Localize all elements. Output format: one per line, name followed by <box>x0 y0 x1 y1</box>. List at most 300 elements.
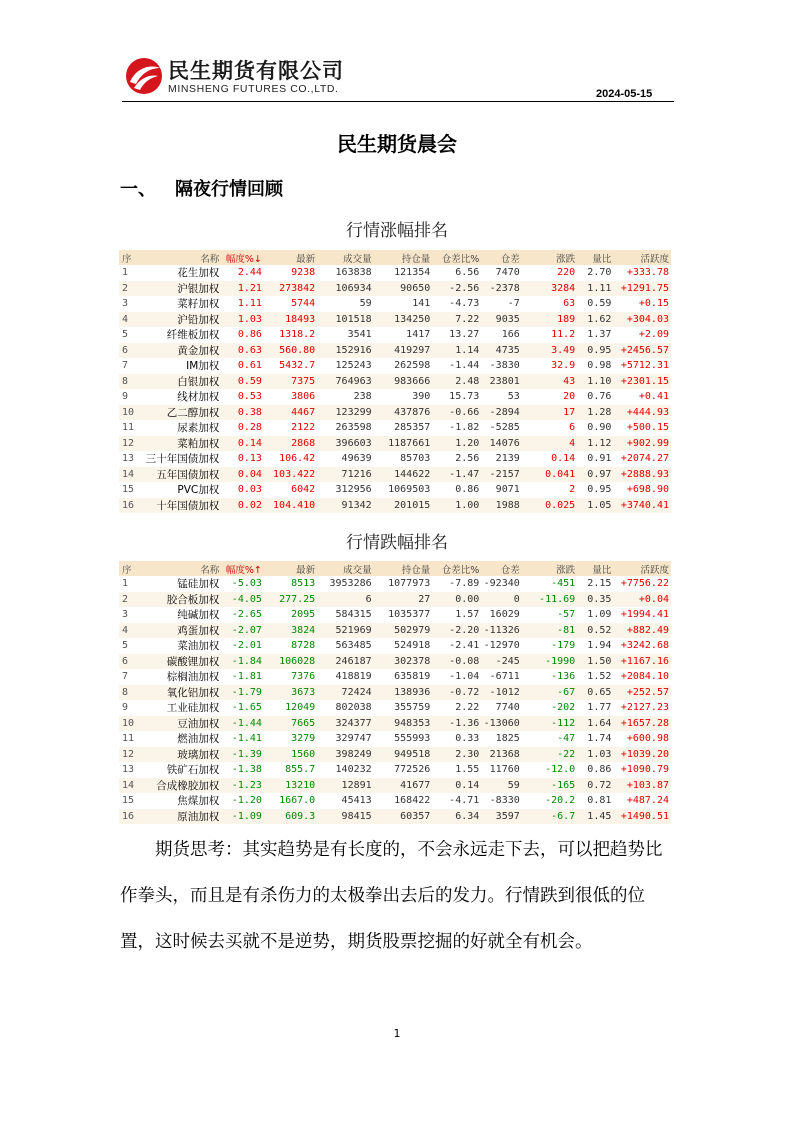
table-cell: -11326 <box>481 623 521 639</box>
table-cell: 3284 <box>522 281 577 297</box>
table-cell: 1.37 <box>587 329 612 341</box>
table-cell: 13210 <box>264 778 317 794</box>
table-cell: 1.12 <box>577 436 613 452</box>
table-cell: 1.10 <box>577 374 613 390</box>
gainers-table-title: 行情涨幅排名 <box>346 221 448 241</box>
table-cell: 7 <box>122 360 129 372</box>
table-cell: -1.84 <box>221 654 264 670</box>
table-row[interactable] <box>119 638 671 654</box>
table-cell: -451 <box>551 578 576 590</box>
section-title: 隔夜行情回顾 <box>175 179 283 200</box>
column-header[interactable]: 幅度%↓ <box>221 250 264 265</box>
table-cell: +3740.41 <box>613 498 671 514</box>
table-cell: 1.14 <box>432 343 481 359</box>
table-cell: 555993 <box>394 733 431 745</box>
table-row[interactable] <box>119 358 671 374</box>
table-cell: 1318.2 <box>279 329 316 341</box>
table-cell: +444.93 <box>613 405 671 421</box>
table-cell: 140232 <box>335 764 372 776</box>
table-cell: 0.33 <box>455 733 480 745</box>
table-cell: 1.21 <box>221 281 264 297</box>
table-cell: 398249 <box>317 747 373 763</box>
table-row[interactable] <box>119 607 671 623</box>
column-header[interactable]: 最新 <box>264 250 317 265</box>
table-cell: -7.89 <box>449 578 480 590</box>
table-cell: -1.81 <box>231 671 262 683</box>
page-number: 1 <box>393 1027 401 1040</box>
contract-name: 三十年国债加权 <box>145 453 220 466</box>
table-cell: 12 <box>119 747 142 763</box>
table-cell: +304.03 <box>613 312 671 328</box>
table-row[interactable] <box>119 389 671 405</box>
table-row[interactable] <box>119 700 671 716</box>
table-cell: 1.11 <box>237 298 262 310</box>
table-row[interactable] <box>119 498 671 514</box>
table-cell: -3830 <box>489 360 520 372</box>
table-cell: 5432.7 <box>279 360 316 372</box>
table-cell: +3242.68 <box>620 640 669 652</box>
table-cell: 0.65 <box>577 685 613 701</box>
column-header[interactable]: 活跃度 <box>613 250 671 265</box>
table-cell: 1.64 <box>577 716 613 732</box>
table-cell: 5744 <box>291 298 316 310</box>
table-cell: +600.98 <box>626 733 669 745</box>
table-cell: 1.62 <box>577 312 613 328</box>
table-cell: 1.52 <box>587 671 612 683</box>
column-header[interactable]: 名称 <box>142 250 221 265</box>
table-row[interactable] <box>119 265 671 281</box>
minsheng-logo-icon <box>124 56 164 96</box>
company-logo <box>124 54 364 100</box>
table-cell: 10 <box>119 405 142 421</box>
table-cell: 521969 <box>317 623 373 639</box>
table-cell: 1187661 <box>374 436 433 452</box>
table-cell: 166 <box>501 329 520 341</box>
table-cell: 263598 <box>335 422 372 434</box>
table-cell: -2.65 <box>231 609 262 621</box>
column-header[interactable]: 涨跌 <box>522 561 577 576</box>
column-header[interactable]: 成交量 <box>317 250 373 265</box>
table-cell: 0.86 <box>237 329 262 341</box>
table-header-row <box>119 561 671 576</box>
table-cell: 4 <box>522 436 577 452</box>
table-cell: 1.74 <box>587 733 612 745</box>
table-cell: 2095 <box>291 609 316 621</box>
table-cell: -5285 <box>489 422 520 434</box>
table-cell: 15 <box>122 795 135 807</box>
table-cell: 7470 <box>495 267 520 279</box>
table-cell: 0.14 <box>432 778 481 794</box>
table-cell: 1 <box>122 578 129 590</box>
table-cell: 7375 <box>264 374 317 390</box>
table-cell: -1.82 <box>449 422 480 434</box>
table-cell: 32.9 <box>551 360 576 372</box>
page-title: 民生期货晨会 <box>337 132 457 156</box>
table-cell: -7 <box>507 298 520 310</box>
table-cell: -0.66 <box>432 405 481 421</box>
table-cell: 2 <box>119 592 142 608</box>
table-cell: 13 <box>122 453 135 465</box>
table-cell: 3541 <box>347 329 372 341</box>
contract-name: 尿素加权 <box>177 422 220 435</box>
table-cell: 2122 <box>291 422 316 434</box>
table-cell: 41677 <box>374 778 433 794</box>
contract-name: IM加权 <box>186 360 220 373</box>
table-cell: 15 <box>122 484 135 496</box>
table-cell: -2.20 <box>432 623 481 639</box>
contract-name: 乙二醇加权 <box>142 405 221 421</box>
table-cell: +0.04 <box>613 592 671 608</box>
table-cell: 1077973 <box>388 578 431 590</box>
table-cell: 0.61 <box>237 360 262 372</box>
table-row[interactable] <box>119 405 671 421</box>
contract-name: 黄金加权 <box>142 343 221 359</box>
table-cell: 2868 <box>264 436 317 452</box>
table-row[interactable] <box>119 467 671 483</box>
section-heading <box>120 175 283 201</box>
contract-name: 燃油加权 <box>177 733 220 746</box>
table-cell: 16029 <box>489 609 520 621</box>
table-cell: 101518 <box>317 312 373 328</box>
contract-name: 豆油加权 <box>142 716 221 732</box>
table-cell: 0.025 <box>522 498 577 514</box>
column-header[interactable]: 最新 <box>264 561 317 576</box>
table-cell: -202 <box>551 702 576 714</box>
table-cell: -136 <box>551 671 576 683</box>
table-cell: -1.36 <box>432 716 481 732</box>
table-cell: +902.99 <box>613 436 671 452</box>
table-cell: 121354 <box>394 267 431 279</box>
table-row[interactable] <box>119 296 671 312</box>
table-cell: 14 <box>119 778 142 794</box>
table-cell: 8728 <box>291 640 316 652</box>
table-cell: +103.87 <box>613 778 671 794</box>
report-date: 2024-05-15 <box>596 88 653 100</box>
table-cell: 524918 <box>394 640 431 652</box>
table-cell: 1.20 <box>432 436 481 452</box>
section-number: 一、 <box>120 179 156 200</box>
table-cell: 2 <box>119 281 142 297</box>
table-cell: 983666 <box>374 374 433 390</box>
table-cell: 6 <box>317 592 373 608</box>
column-header[interactable]: 成交量 <box>317 561 373 576</box>
table-cell: 60357 <box>374 809 433 825</box>
table-cell: -1.65 <box>231 702 262 714</box>
table-cell: 125243 <box>335 360 372 372</box>
contract-name: 鸡蛋加权 <box>142 623 221 639</box>
table-cell: 2139 <box>495 453 520 465</box>
gainers-table <box>119 250 671 513</box>
table-cell: -92340 <box>483 578 520 590</box>
column-header[interactable]: 仓差 <box>481 561 521 576</box>
table-cell: 5 <box>122 640 129 652</box>
table-cell: -47 <box>557 733 576 745</box>
table-cell: -11.69 <box>522 592 577 608</box>
table-cell: +0.41 <box>638 391 669 403</box>
table-cell: 6 <box>119 654 142 670</box>
table-cell: +1167.16 <box>613 654 671 670</box>
table-cell: 14076 <box>481 436 521 452</box>
table-cell: 16 <box>119 498 142 514</box>
table-cell: 4 <box>119 623 142 639</box>
table-cell: 560.80 <box>264 343 317 359</box>
column-header[interactable]: 名称 <box>142 561 221 576</box>
table-cell: 0.14 <box>221 436 264 452</box>
table-cell: +0.15 <box>638 298 669 310</box>
table-cell: 18493 <box>264 312 317 328</box>
table-cell: 2.48 <box>432 374 481 390</box>
table-cell: 16 <box>119 809 142 825</box>
company-name-en: MINSHENG FUTURES CO.,LTD. <box>168 83 339 95</box>
table-cell: 6.34 <box>432 809 481 825</box>
table-cell: -1.41 <box>231 733 262 745</box>
table-cell: 0.13 <box>237 453 262 465</box>
column-header[interactable]: 仓差比% <box>432 250 481 265</box>
table-row[interactable] <box>119 654 671 670</box>
table-cell: 0.91 <box>587 453 612 465</box>
table-cell: 23801 <box>481 374 521 390</box>
table-row[interactable] <box>119 793 671 809</box>
table-cell: 502979 <box>374 623 433 639</box>
table-row[interactable] <box>119 731 671 747</box>
table-row[interactable] <box>119 623 671 639</box>
table-cell: -2.01 <box>231 640 262 652</box>
table-cell: 1069503 <box>388 484 431 496</box>
table-cell: 85703 <box>400 453 431 465</box>
table-cell: 437876 <box>374 405 433 421</box>
table-cell: -165 <box>522 778 577 794</box>
header-divider <box>122 101 674 102</box>
table-cell: -1.04 <box>449 671 480 683</box>
table-cell: -1.44 <box>221 716 264 732</box>
contract-name: 纯碱加权 <box>177 609 220 622</box>
table-cell: 12 <box>119 436 142 452</box>
column-header[interactable]: 涨跌 <box>522 250 577 265</box>
table-cell: 0.14 <box>551 453 576 465</box>
contract-name: 碳酸锂加权 <box>142 654 221 670</box>
table-cell: 948353 <box>374 716 433 732</box>
column-header[interactable]: 量比 <box>577 250 613 265</box>
table-cell: 49639 <box>341 453 372 465</box>
table-cell: -0.08 <box>432 654 481 670</box>
table-cell: 0.041 <box>522 467 577 483</box>
table-cell: 163838 <box>335 267 372 279</box>
table-cell: 0.95 <box>577 343 613 359</box>
column-header[interactable]: 持仓量 <box>374 250 433 265</box>
table-cell: -2894 <box>481 405 521 421</box>
table-cell: -1.20 <box>231 795 262 807</box>
table-cell: 13.27 <box>449 329 480 341</box>
table-row[interactable] <box>119 281 671 297</box>
table-cell: -2378 <box>481 281 521 297</box>
table-cell: 201015 <box>374 498 433 514</box>
table-cell: +1090.79 <box>620 764 669 776</box>
table-row[interactable] <box>119 343 671 359</box>
table-cell: 1035377 <box>388 609 431 621</box>
table-cell: 141 <box>412 298 431 310</box>
table-cell: 1.28 <box>577 405 613 421</box>
table-cell: 106.42 <box>279 453 316 465</box>
table-cell: 355759 <box>394 702 431 714</box>
table-cell: 0.59 <box>221 374 264 390</box>
table-cell: 396603 <box>317 436 373 452</box>
table-cell: 5 <box>122 329 129 341</box>
table-cell: -13060 <box>481 716 521 732</box>
contract-name: 纤维板加权 <box>166 329 220 342</box>
table-row[interactable] <box>119 685 671 701</box>
table-cell: 764963 <box>317 374 373 390</box>
table-cell: 2.44 <box>237 267 262 279</box>
table-cell: 1.09 <box>587 609 612 621</box>
column-header[interactable]: 序 <box>119 250 142 265</box>
table-cell: 1988 <box>481 498 521 514</box>
table-cell: -8330 <box>489 795 520 807</box>
table-cell: 53 <box>507 391 520 403</box>
table-cell: +487.24 <box>626 795 669 807</box>
table-row[interactable] <box>119 312 671 328</box>
table-cell: 0.00 <box>432 592 481 608</box>
table-cell: 59 <box>481 778 521 794</box>
table-cell: 802038 <box>335 702 372 714</box>
table-cell: 90650 <box>374 281 433 297</box>
table-cell: 0.03 <box>237 484 262 496</box>
table-cell: +2301.15 <box>613 374 671 390</box>
table-cell: 0.76 <box>587 391 612 403</box>
table-cell: 6042 <box>291 484 316 496</box>
table-cell: 0.97 <box>577 467 613 483</box>
table-cell: 4467 <box>264 405 317 421</box>
table-cell: 3806 <box>291 391 316 403</box>
table-cell: 72424 <box>317 685 373 701</box>
table-cell: 1560 <box>264 747 317 763</box>
column-header[interactable]: 幅度%↑ <box>221 561 264 576</box>
table-row[interactable] <box>119 716 671 732</box>
table-cell: -179 <box>551 640 576 652</box>
table-cell: +1657.28 <box>613 716 671 732</box>
table-cell: -1012 <box>481 685 521 701</box>
table-cell: 7.22 <box>432 312 481 328</box>
contract-name: 菜油加权 <box>177 640 220 653</box>
table-cell: 98415 <box>317 809 373 825</box>
table-cell: 8 <box>119 685 142 701</box>
table-cell: 2.22 <box>455 702 480 714</box>
column-header[interactable]: 活跃度 <box>613 561 671 576</box>
table-cell: 1 <box>122 267 129 279</box>
table-cell: +1490.51 <box>613 809 671 825</box>
table-row[interactable] <box>119 747 671 763</box>
table-cell: 0.02 <box>221 498 264 514</box>
table-cell: 14 <box>119 467 142 483</box>
table-cell: -1.39 <box>221 747 264 763</box>
column-header[interactable]: 持仓量 <box>374 561 433 576</box>
table-cell: 21368 <box>481 747 521 763</box>
table-row[interactable] <box>119 436 671 452</box>
table-cell: 3953286 <box>329 578 372 590</box>
table-row[interactable] <box>119 762 671 778</box>
table-row[interactable] <box>119 576 671 592</box>
table-cell: 12891 <box>317 778 373 794</box>
contract-name: 十年国债加权 <box>142 498 221 514</box>
table-cell: 419297 <box>374 343 433 359</box>
table-cell: 106028 <box>264 654 317 670</box>
column-header[interactable]: 序 <box>119 561 142 576</box>
table-row[interactable] <box>119 592 671 608</box>
table-cell: 3824 <box>264 623 317 639</box>
table-cell: -4.05 <box>221 592 264 608</box>
table-cell: 418819 <box>335 671 372 683</box>
table-cell: 2.56 <box>455 453 480 465</box>
table-cell: -1.44 <box>449 360 480 372</box>
table-cell: 246187 <box>317 654 373 670</box>
column-header[interactable]: 量比 <box>577 561 613 576</box>
table-cell: 1.45 <box>577 809 613 825</box>
table-row[interactable] <box>119 374 671 390</box>
table-cell: -1.47 <box>432 467 481 483</box>
table-cell: 6 <box>569 422 576 434</box>
table-row[interactable] <box>119 669 671 685</box>
table-cell: 0.95 <box>587 484 612 496</box>
table-cell: 7 <box>122 671 129 683</box>
losers-table <box>119 561 671 824</box>
table-row[interactable] <box>119 482 671 498</box>
table-cell: 0.52 <box>577 623 613 639</box>
table-cell: -6.7 <box>522 809 577 825</box>
table-cell: 9238 <box>291 267 316 279</box>
table-cell: -1.23 <box>221 778 264 794</box>
table-cell: 855.7 <box>285 764 316 776</box>
table-cell: +2084.10 <box>620 671 669 683</box>
table-cell: 0.86 <box>455 484 480 496</box>
table-cell: 4735 <box>481 343 521 359</box>
table-cell: 91342 <box>317 498 373 514</box>
table-cell: +2074.27 <box>620 453 669 465</box>
contract-name: 花生加权 <box>177 267 220 280</box>
table-cell: 189 <box>522 312 577 328</box>
table-row[interactable] <box>119 809 671 825</box>
table-cell: 10 <box>119 716 142 732</box>
table-cell: -0.72 <box>432 685 481 701</box>
table-cell: 0.86 <box>587 764 612 776</box>
table-row[interactable] <box>119 451 671 467</box>
table-cell: 609.3 <box>264 809 317 825</box>
contract-name: 玻璃加权 <box>142 747 221 763</box>
table-cell: 3 <box>122 609 129 621</box>
table-cell: -2.41 <box>449 640 480 652</box>
column-header[interactable]: 仓差 <box>481 250 521 265</box>
table-cell: +2.09 <box>638 329 669 341</box>
table-cell: 3673 <box>264 685 317 701</box>
table-row[interactable] <box>119 420 671 436</box>
table-cell: 2.70 <box>587 267 612 279</box>
table-cell: 12049 <box>285 702 316 714</box>
table-cell: 563485 <box>335 640 372 652</box>
table-cell: 324377 <box>317 716 373 732</box>
contract-name: 菜籽加权 <box>177 298 220 311</box>
table-cell: 1.57 <box>455 609 480 621</box>
table-row[interactable] <box>119 778 671 794</box>
table-cell: 1.05 <box>577 498 613 514</box>
column-header[interactable]: 仓差比% <box>432 561 481 576</box>
table-cell: -1.38 <box>231 764 262 776</box>
table-cell: 152916 <box>317 343 373 359</box>
table-cell: -6711 <box>489 671 520 683</box>
table-cell: 273842 <box>264 281 317 297</box>
contract-name: 氧化铝加权 <box>142 685 221 701</box>
table-cell: -57 <box>557 609 576 621</box>
table-row[interactable] <box>119 327 671 343</box>
table-cell: 3 <box>122 298 129 310</box>
table-cell: -22 <box>522 747 577 763</box>
